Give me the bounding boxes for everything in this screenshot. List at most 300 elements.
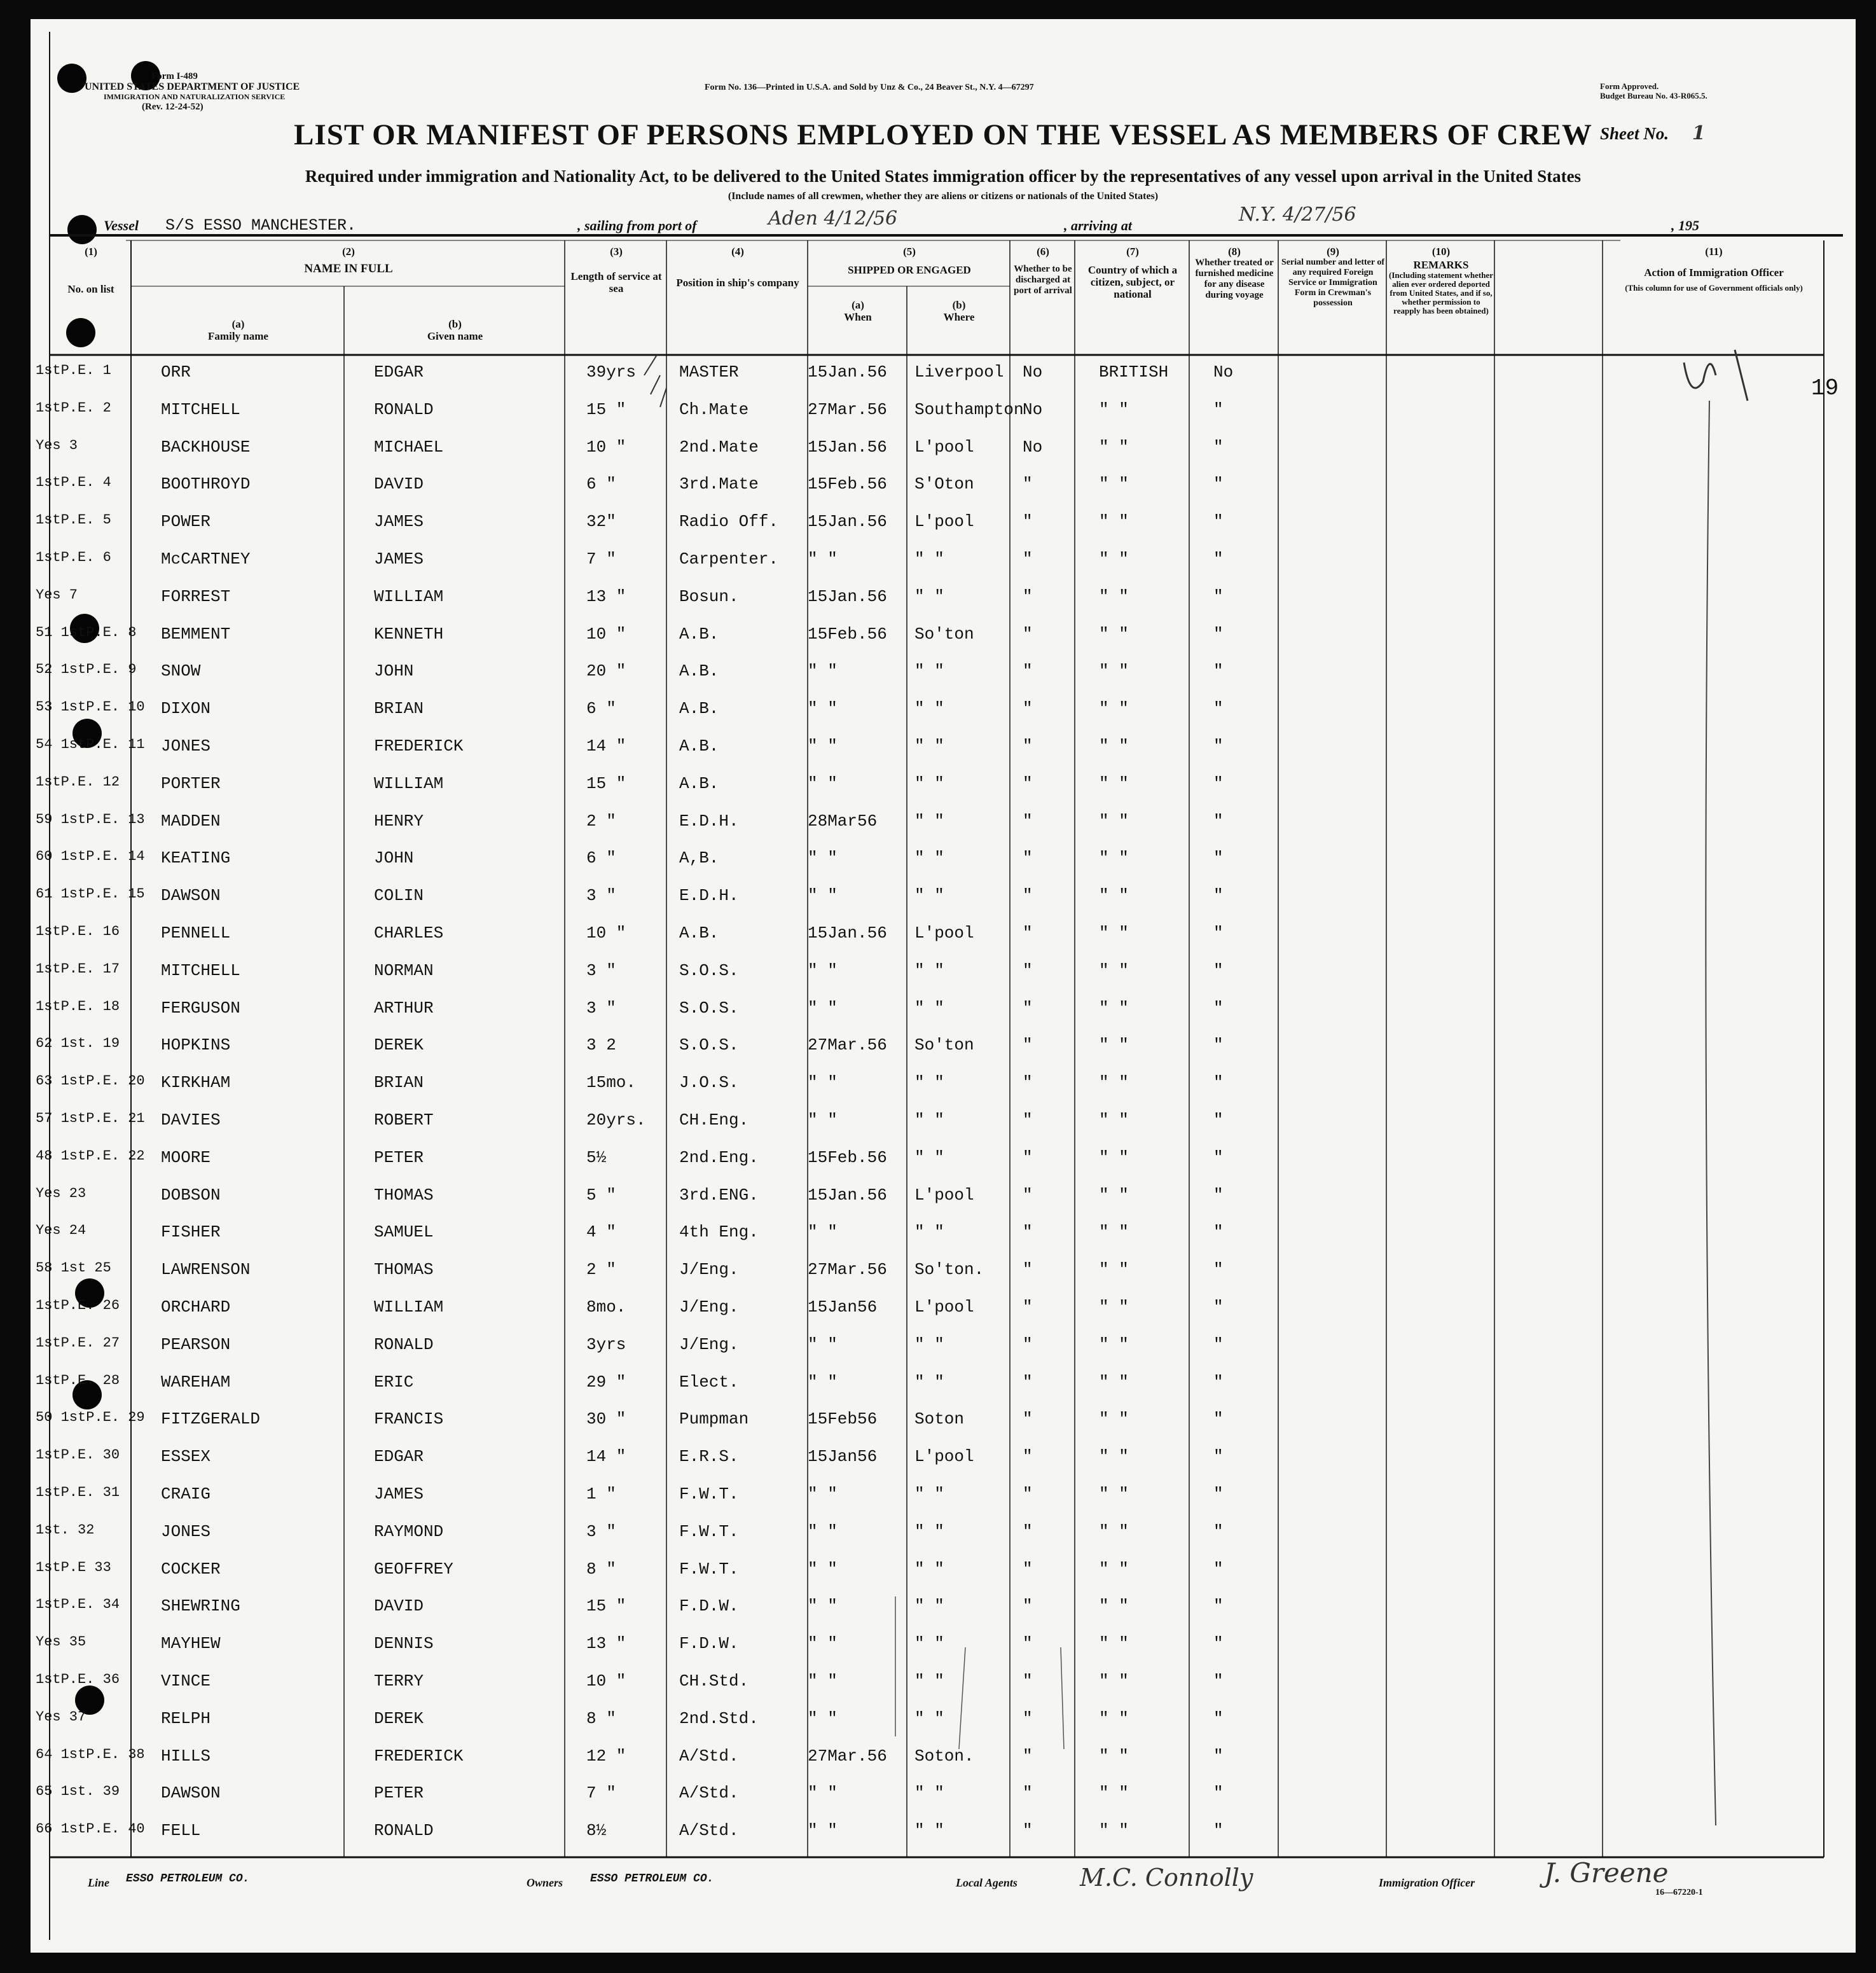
cell-cty: " " <box>1099 1708 1129 1728</box>
cell-no: 52 1stP.E. 9 <box>36 661 137 678</box>
cell-len: 15mo. <box>586 1073 637 1093</box>
cell-cty: " " <box>1099 886 1129 906</box>
cell-len: 3 " <box>586 998 616 1018</box>
cell-dis: No <box>1023 399 1043 419</box>
col7-label: Country of which a citizen, subject, or national <box>1087 264 1178 300</box>
cell-pos: 3rd.Mate <box>679 474 759 494</box>
cell-dis: " <box>1023 699 1033 719</box>
cell-no: Yes 23 <box>36 1185 86 1201</box>
cell-dis: No <box>1023 437 1043 457</box>
table-row <box>31 1329 1856 1366</box>
arriving-hand: N.Y. 4/27/56 <box>1239 204 1356 226</box>
cell-dis: " <box>1023 924 1033 943</box>
cell-len: 3 " <box>586 960 616 980</box>
cell-cty: " " <box>1099 811 1129 831</box>
cell-cty: " " <box>1099 1185 1129 1205</box>
table-row <box>31 1142 1856 1179</box>
cell-fam: PENNELL <box>161 924 231 943</box>
cell-where: " " <box>914 1783 944 1803</box>
cell-med: " <box>1213 474 1224 494</box>
cell-where: " " <box>914 1634 944 1654</box>
cell-cty: " " <box>1099 474 1129 494</box>
cell-fam: DOBSON <box>161 1185 221 1205</box>
cell-giv: RAYMOND <box>374 1521 444 1541</box>
cell-when: " " <box>808 1111 838 1130</box>
cell-len: 5 " <box>586 1185 616 1205</box>
col11-note: (This column for use of Government officials only) <box>1625 283 1803 293</box>
cell-pos: J.O.S. <box>679 1073 739 1093</box>
cell-when: " " <box>808 1821 838 1841</box>
cell-fam: JONES <box>161 1521 211 1541</box>
cell-fam: WAREHAM <box>161 1372 231 1392</box>
cell-med: " <box>1213 886 1224 906</box>
table-row <box>31 1777 1856 1814</box>
cell-dis: " <box>1023 1672 1033 1691</box>
table-row <box>31 1067 1856 1104</box>
cell-cty: " " <box>1099 1783 1129 1803</box>
col4-number: (4) <box>731 246 744 258</box>
table-row <box>31 1291 1856 1328</box>
col2-label: NAME IN FULL <box>304 262 393 275</box>
cell-when: 15Feb.56 <box>808 624 887 644</box>
cell-where: " " <box>914 1073 944 1093</box>
cell-no: 54 1stP.E. 11 <box>36 737 145 752</box>
cell-when: 15Jan.56 <box>808 437 887 457</box>
cell-pos: A/Std. <box>679 1821 739 1841</box>
officer-label: Immigration Officer <box>1379 1876 1475 1889</box>
cell-giv: WILLIAM <box>374 773 444 793</box>
cell-med: " <box>1213 1485 1224 1504</box>
cell-giv: THOMAS <box>374 1260 434 1280</box>
cell-no: 1stP.E. 6 <box>36 550 111 565</box>
cell-fam: BACKHOUSE <box>161 437 251 457</box>
cell-no: 1stP.E. 1 <box>36 363 111 378</box>
cell-giv: THOMAS <box>374 1185 434 1205</box>
cell-pos: F.D.W. <box>679 1634 739 1654</box>
table-row <box>31 1441 1856 1478</box>
cell-dis: " <box>1023 1634 1033 1654</box>
cell-len: 39yrs <box>586 363 637 382</box>
cell-cty: " " <box>1099 1334 1129 1354</box>
cell-giv: HENRY <box>374 811 424 831</box>
cell-fam: PORTER <box>161 773 221 793</box>
cell-no: 51 1stP.E. 8 <box>36 624 137 640</box>
col6-label: Whether to be discharged at port of arrival <box>1014 264 1072 296</box>
cell-len: 1 " <box>586 1485 616 1504</box>
cell-giv: BRIAN <box>374 699 424 719</box>
cell-where: " " <box>914 737 944 756</box>
cell-where: S'Oton <box>914 474 974 494</box>
cell-when: 15Jan56 <box>808 1298 878 1317</box>
cell-cty: " " <box>1099 1298 1129 1317</box>
col5a-label: When <box>844 311 872 323</box>
cell-giv: JOHN <box>374 661 414 681</box>
cell-fam: COCKER <box>161 1559 221 1579</box>
cell-dis: " <box>1023 1783 1033 1803</box>
cell-dis: " <box>1023 1035 1033 1055</box>
cell-dis: No <box>1023 363 1043 382</box>
cell-pos: MASTER <box>679 363 739 382</box>
cell-pos: S.O.S. <box>679 960 739 980</box>
cell-len: 12 " <box>586 1746 626 1766</box>
cell-pos: A.B. <box>679 624 719 644</box>
cell-cty: " " <box>1099 399 1129 419</box>
cell-med: " <box>1213 399 1224 419</box>
cell-when: 15Jan.56 <box>808 586 887 606</box>
cell-med: " <box>1213 924 1224 943</box>
cell-fam: SNOW <box>161 661 201 681</box>
cell-fam: LAWRENSON <box>161 1260 251 1280</box>
cell-dis: " <box>1023 737 1033 756</box>
cell-med: " <box>1213 624 1224 644</box>
cell-len: 6 " <box>586 474 616 494</box>
cell-fam: BEMMENT <box>161 624 231 644</box>
cell-pos: A,B. <box>679 848 719 868</box>
cell-cty: " " <box>1099 550 1129 569</box>
cell-dis: " <box>1023 1521 1033 1541</box>
col8-number: (8) <box>1228 246 1241 258</box>
cell-where: So'ton <box>914 1035 974 1055</box>
cell-fam: PEARSON <box>161 1334 231 1354</box>
cell-fam: DAWSON <box>161 1783 221 1803</box>
cell-dis: " <box>1023 1185 1033 1205</box>
cell-dis: " <box>1023 1708 1033 1728</box>
cell-len: 15 " <box>586 1596 626 1616</box>
cell-when: " " <box>808 661 838 681</box>
cell-no: 1stP.E. 18 <box>36 998 120 1014</box>
col5-header <box>809 246 1010 276</box>
cell-cty: " " <box>1099 586 1129 606</box>
col7-header <box>1076 246 1189 300</box>
cell-len: 6 " <box>586 848 616 868</box>
cell-no: 57 1stP.E. 21 <box>36 1111 145 1126</box>
cell-when: 15Jan56 <box>808 1447 878 1467</box>
cell-med: " <box>1213 1672 1224 1691</box>
table-row <box>31 1478 1856 1515</box>
cell-no: 61 1stP.E. 15 <box>36 886 145 903</box>
cell-no: 66 1stP.E. 40 <box>36 1821 145 1838</box>
col10-note: (Including statement whether alien ever ordered deported from United States, and if so, whether permission to reapply has been obtained) <box>1389 270 1493 315</box>
cell-cty: " " <box>1099 848 1129 868</box>
col5b-label: Where <box>943 311 975 323</box>
cell-giv: WILLIAM <box>374 1298 444 1317</box>
cell-fam: SHEWRING <box>161 1596 240 1616</box>
table-row <box>31 842 1856 879</box>
cell-no: 1stP.E. 28 <box>36 1372 120 1388</box>
col5a-number: (a) <box>852 299 864 311</box>
cell-med: " <box>1213 1596 1224 1616</box>
cell-when: " " <box>808 1485 838 1504</box>
cell-pos: Bosun. <box>679 586 739 606</box>
cell-where: " " <box>914 1521 944 1541</box>
cell-cty: " " <box>1099 773 1129 793</box>
cell-giv: EDGAR <box>374 1447 424 1467</box>
table-row <box>31 917 1856 954</box>
cell-fam: HILLS <box>161 1746 211 1766</box>
cell-dis: " <box>1023 1222 1033 1242</box>
cell-where: Liverpool <box>914 363 1004 382</box>
cell-len: 3 2 <box>586 1035 616 1055</box>
cell-where: L'pool <box>914 1185 974 1205</box>
cell-where: L'pool <box>914 924 974 943</box>
cell-cty: " " <box>1099 1634 1129 1654</box>
cell-fam: CRAIG <box>161 1485 211 1504</box>
cell-len: 3 " <box>586 1521 616 1541</box>
col7-number: (7) <box>1126 246 1139 258</box>
cell-where: " " <box>914 1485 944 1504</box>
cell-giv: NORMAN <box>374 960 434 980</box>
table-row <box>31 730 1856 767</box>
cell-when: " " <box>808 699 838 719</box>
col6-header <box>1011 246 1075 296</box>
cell-when: 15Jan.56 <box>808 924 887 943</box>
cell-when: " " <box>808 998 838 1018</box>
cell-fam: HOPKINS <box>161 1035 231 1055</box>
cell-fam: JONES <box>161 737 211 756</box>
cell-med: " <box>1213 1559 1224 1579</box>
cell-med: " <box>1213 1783 1224 1803</box>
cell-dis: " <box>1023 1746 1033 1766</box>
cell-when: 27Mar.56 <box>808 1260 887 1280</box>
cell-pos: A/Std. <box>679 1746 739 1766</box>
cell-len: 14 " <box>586 737 626 756</box>
cell-giv: JAMES <box>374 1485 424 1504</box>
cell-med: " <box>1213 1073 1224 1093</box>
cell-cty: " " <box>1099 1222 1129 1242</box>
cell-dis: " <box>1023 1073 1033 1093</box>
col5-label: SHIPPED OR ENGAGED <box>848 264 971 276</box>
cell-med: " <box>1213 1634 1224 1654</box>
cell-len: 30 " <box>586 1409 626 1429</box>
cell-med: No <box>1213 363 1234 382</box>
cell-dis: " <box>1023 1260 1033 1280</box>
cell-giv: RONALD <box>374 1821 434 1841</box>
cell-when: 15Feb.56 <box>808 474 887 494</box>
cell-when: 15Feb56 <box>808 1409 878 1429</box>
cell-when: " " <box>808 1372 838 1392</box>
arriving-label: , arriving at <box>1064 218 1132 233</box>
cell-cty: " " <box>1099 512 1129 532</box>
cell-no: Yes 24 <box>36 1222 86 1239</box>
cell-when: " " <box>808 960 838 980</box>
cell-len: 7 " <box>586 550 616 569</box>
table-row <box>31 768 1856 805</box>
cell-giv: PETER <box>374 1783 424 1803</box>
cell-fam: FISHER <box>161 1222 221 1242</box>
cell-pos: S.O.S. <box>679 998 739 1018</box>
cell-len: 3yrs <box>586 1334 626 1354</box>
cell-med: " <box>1213 960 1224 980</box>
cell-pos: A.B. <box>679 924 719 943</box>
cell-giv: COLIN <box>374 886 424 906</box>
cell-med: " <box>1213 811 1224 831</box>
cell-when: " " <box>808 1521 838 1541</box>
table-row <box>31 1815 1856 1852</box>
cell-giv: CHARLES <box>374 924 444 943</box>
cell-fam: VINCE <box>161 1672 211 1691</box>
cell-len: 8mo. <box>586 1298 626 1317</box>
cell-dis: " <box>1023 550 1033 569</box>
cell-med: " <box>1213 1372 1224 1392</box>
cell-dis: " <box>1023 960 1033 980</box>
cell-when: 15Feb.56 <box>808 1147 887 1167</box>
table-row <box>31 506 1856 543</box>
manifest-sheet <box>31 19 1856 1953</box>
cell-where: Soton. <box>914 1746 974 1766</box>
cell-where: " " <box>914 1672 944 1691</box>
cell-med: " <box>1213 1222 1224 1242</box>
revision: (Rev. 12-24-52) <box>142 102 203 112</box>
cell-giv: MICHAEL <box>374 437 444 457</box>
cell-len: 8 " <box>586 1708 616 1728</box>
department: UNITED STATES DEPARTMENT OF JUSTICE <box>85 81 300 92</box>
cell-pos: CH.Std. <box>679 1672 749 1691</box>
col10-number: (10) <box>1431 246 1451 258</box>
cell-giv: JAMES <box>374 512 424 532</box>
cell-cty: BRITISH <box>1099 363 1169 382</box>
cell-no: 1stP.E. 5 <box>36 512 111 529</box>
table-row <box>31 805 1856 842</box>
cell-fam: MITCHELL <box>161 960 240 980</box>
table-row <box>31 1590 1856 1627</box>
table-row <box>31 693 1856 730</box>
col10-header <box>1388 246 1494 315</box>
cell-when: 15Jan.56 <box>808 1185 887 1205</box>
cell-fam: DAVIES <box>161 1111 221 1130</box>
cell-cty: " " <box>1099 1111 1129 1130</box>
table-row <box>31 1628 1856 1665</box>
cell-cty: " " <box>1099 924 1129 943</box>
cell-fam: RELPH <box>161 1708 211 1728</box>
cell-len: 8 " <box>586 1559 616 1579</box>
cell-cty: " " <box>1099 1821 1129 1841</box>
table-row <box>31 394 1856 431</box>
cell-fam: KIRKHAM <box>161 1073 231 1093</box>
cell-where: L'pool <box>914 512 974 532</box>
cell-when: " " <box>808 1073 838 1093</box>
cell-no: 1stP.E. 30 <box>36 1447 120 1464</box>
table-row <box>31 880 1856 917</box>
col2a-number: (a) <box>231 318 245 330</box>
cell-pos: 2nd.Mate <box>679 437 759 457</box>
cell-len: 10 " <box>586 1672 626 1691</box>
cell-where: " " <box>914 811 944 831</box>
col2-header <box>132 246 565 275</box>
cell-fam: MADDEN <box>161 811 221 831</box>
cell-pos: J/Eng. <box>679 1298 739 1317</box>
cell-pos: A/Std. <box>679 1783 739 1803</box>
col6-number: (6) <box>1037 246 1049 258</box>
sailing-hand: Aden 4/12/56 <box>768 207 898 230</box>
cell-no: 1stP.E. 16 <box>36 924 120 939</box>
cell-len: 2 " <box>586 1260 616 1280</box>
col1-label: No. on list <box>67 283 114 295</box>
cell-med: " <box>1213 661 1224 681</box>
table-row <box>31 356 1856 393</box>
cell-len: 15 " <box>586 399 626 419</box>
cell-no: 1stP.E. 17 <box>36 960 120 977</box>
cell-where: So'ton. <box>914 1260 984 1280</box>
cell-giv: DENNIS <box>374 1634 434 1654</box>
cell-pos: E.D.H. <box>679 886 739 906</box>
cell-no: 1stP.E. 12 <box>36 773 120 790</box>
cell-len: 3 " <box>586 886 616 906</box>
cell-no: 60 1stP.E. 14 <box>36 848 145 865</box>
subtitle: Required under immigration and Nationality Act, to be delivered to the United States immigration officer by the representatives of any vessel upon arrival in the United States <box>305 167 1582 186</box>
cell-fam: POWER <box>161 512 211 532</box>
cell-len: 6 " <box>586 699 616 719</box>
cell-pos: A.B. <box>679 773 719 793</box>
officer-signature: J. Greene <box>1544 1857 1669 1888</box>
cell-no: Yes 37 <box>36 1708 86 1725</box>
cell-cty: " " <box>1099 1035 1129 1055</box>
cell-dis: " <box>1023 886 1033 906</box>
cell-dis: " <box>1023 1111 1033 1130</box>
cell-giv: JOHN <box>374 848 414 868</box>
subnote: (Include names of all crewmen, whether they are aliens or citizens or nationals of the United States) <box>728 191 1159 202</box>
cell-pos: CH.Eng. <box>679 1111 749 1130</box>
cell-no: 1stP.E 33 <box>36 1559 111 1575</box>
cell-med: " <box>1213 737 1224 756</box>
service: IMMIGRATION AND NATURALIZATION SERVICE <box>104 92 286 101</box>
cell-where: L'pool <box>914 437 974 457</box>
cell-med: " <box>1213 1821 1224 1841</box>
cell-cty: " " <box>1099 1447 1129 1467</box>
cell-pos: F.D.W. <box>679 1596 739 1616</box>
col4-header <box>668 246 808 289</box>
cell-pos: J/Eng. <box>679 1334 739 1354</box>
cell-pos: Radio Off. <box>679 512 779 532</box>
cell-where: " " <box>914 699 944 719</box>
col1-number: (1) <box>85 246 97 258</box>
cell-cty: " " <box>1099 1521 1129 1541</box>
cell-cty: " " <box>1099 1260 1129 1280</box>
cell-no: 65 1st. 39 <box>36 1783 120 1800</box>
cell-when: 27Mar.56 <box>808 1746 887 1766</box>
cell-fam: FERGUSON <box>161 998 240 1018</box>
table-row <box>31 1366 1856 1403</box>
cell-len: 4 " <box>586 1222 616 1242</box>
cell-fam: MAYHEW <box>161 1634 221 1654</box>
cell-med: " <box>1213 1746 1224 1766</box>
cell-where: L'pool <box>914 1447 974 1467</box>
cell-dis: " <box>1023 1447 1033 1467</box>
cell-med: " <box>1213 1185 1224 1205</box>
cell-dis: " <box>1023 1821 1033 1841</box>
side-number: 19 <box>1811 375 1839 401</box>
cell-giv: DAVID <box>374 474 424 494</box>
printer-note: Form No. 136—Printed in U.S.A. and Sold by Unz & Co., 24 Beaver St., N.Y. 4—67297 <box>705 83 1034 92</box>
col3-label: Length of service at sea <box>570 270 662 294</box>
cell-when: 27Mar.56 <box>808 399 887 419</box>
table-row <box>31 1216 1856 1253</box>
cell-pos: Ch.Mate <box>679 399 749 419</box>
agents-label: Local Agents <box>956 1876 1017 1889</box>
cell-pos: Elect. <box>679 1372 739 1392</box>
cell-len: 32" <box>586 512 616 532</box>
cell-med: " <box>1213 998 1224 1018</box>
cell-no: 48 1stP.E. 22 <box>36 1147 145 1164</box>
cell-dis: " <box>1023 1409 1033 1429</box>
cell-where: " " <box>914 1372 944 1392</box>
cell-len: 14 " <box>586 1447 626 1467</box>
cell-fam: ORCHARD <box>161 1298 231 1317</box>
cell-dis: " <box>1023 474 1033 494</box>
cell-pos: Carpenter. <box>679 550 779 569</box>
cell-len: 8½ <box>586 1821 607 1841</box>
cell-no: 62 1st. 19 <box>36 1035 120 1052</box>
cell-pos: F.W.T. <box>679 1485 739 1504</box>
